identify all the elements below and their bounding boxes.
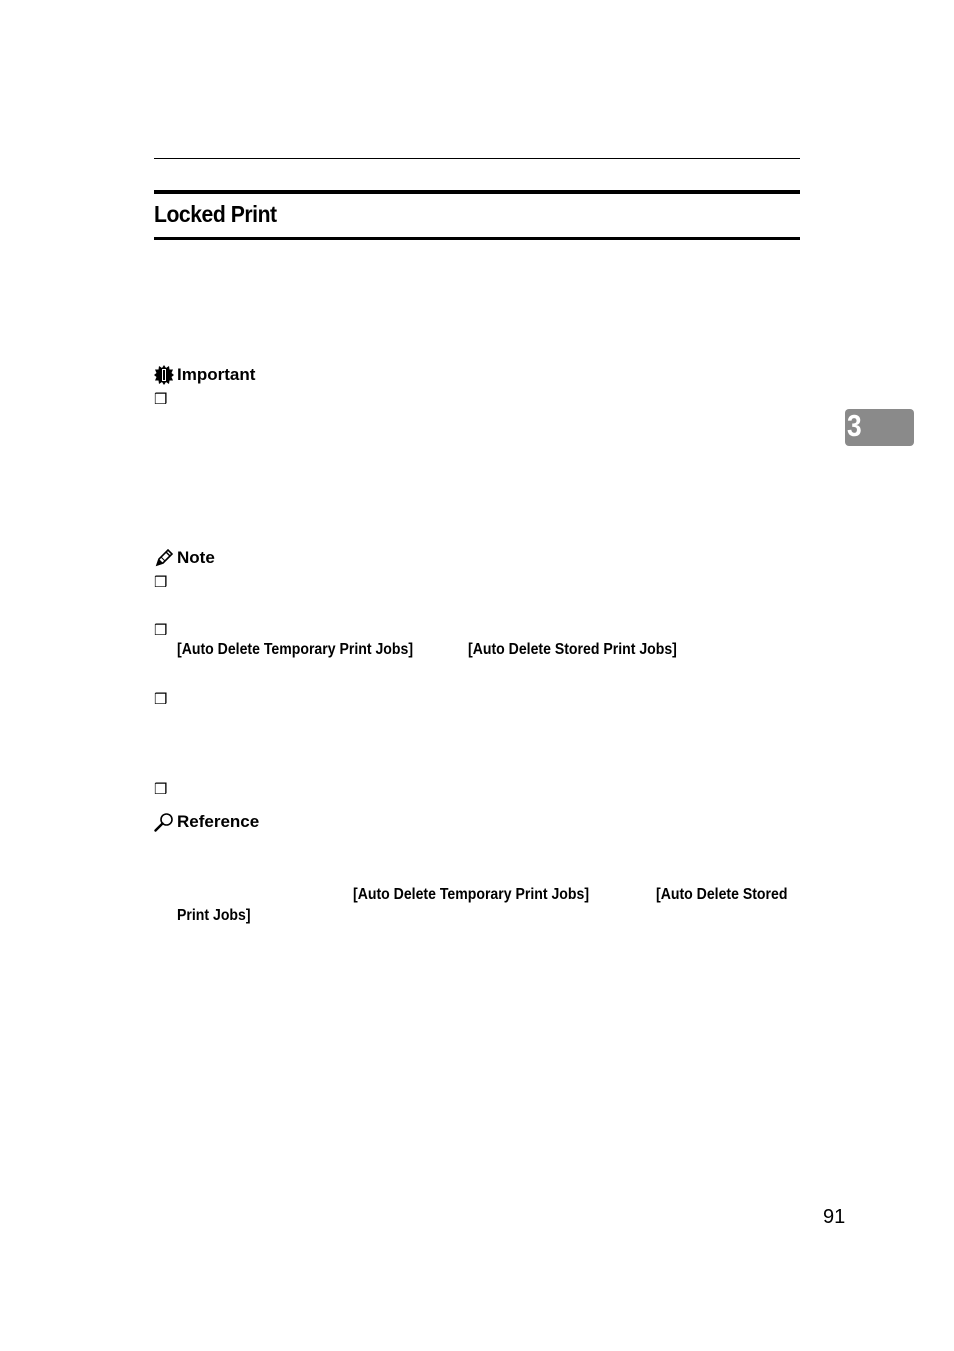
page-title: Locked Print [154, 201, 277, 227]
magnifier-icon [154, 812, 174, 832]
note-bullet-3: ❒ [154, 691, 168, 708]
reference-setting-stored-part2: Print Jobs] [177, 907, 251, 924]
chapter-tab [845, 409, 914, 446]
title-top-rule [154, 190, 800, 194]
note-bullet-2: ❒ [154, 622, 168, 639]
chapter-number: 3 [847, 408, 862, 443]
note-bullet-4: ❒ [154, 781, 168, 798]
setting-auto-delete-temporary: [Auto Delete Temporary Print Jobs] [177, 641, 414, 658]
header-rule [154, 158, 800, 159]
setting-auto-delete-stored: [Auto Delete Stored Print Jobs] [468, 641, 677, 658]
reference-setting-stored-part1: [Auto Delete Stored [656, 886, 788, 903]
important-heading: Important [154, 365, 255, 385]
important-icon [154, 365, 174, 385]
reference-heading: Reference [154, 812, 259, 832]
page-number: 91 [823, 1206, 846, 1228]
note-bullet-1: ❒ [154, 574, 168, 591]
pencil-icon [154, 548, 174, 568]
note-heading: Note [154, 548, 215, 568]
title-bottom-rule [154, 237, 800, 240]
important-bullet: ❒ [154, 391, 168, 408]
reference-setting-temporary: [Auto Delete Temporary Print Jobs] [353, 886, 590, 903]
